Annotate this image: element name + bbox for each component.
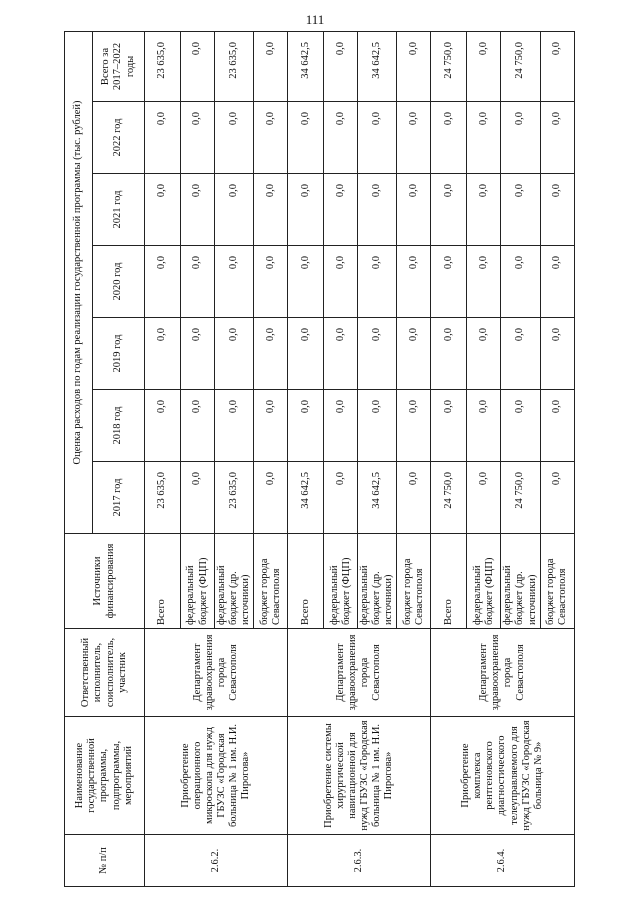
value-cell: 0,0 <box>254 462 288 534</box>
value-cell: 0,0 <box>431 174 467 246</box>
item-responsible: Департамент здравоохранения города Севастополя <box>145 629 288 717</box>
value-total: 0,0 <box>397 31 431 101</box>
item-name: Приобретение системы хирургической навигационной для нужд ГБУЗС «Городская больница № 1 им. Н.И. Пирогова» <box>288 717 431 835</box>
value-cell: 0,0 <box>324 246 358 318</box>
header-num: № п/п <box>65 835 145 887</box>
table-row <box>431 31 467 886</box>
item-number: 2.6.3. <box>288 835 431 887</box>
item-responsible: Департамент здравоохранения города Севастополя <box>431 629 574 717</box>
item-name: Приобретение операционного микроскопа для нужд ГБУЗС «Городская больница № 1 им. Н.И. Пирогова» <box>145 717 288 835</box>
funding-source: федеральный бюджет (др. источники) <box>215 534 254 629</box>
value-cell: 0,0 <box>145 102 181 174</box>
funding-source: федеральный бюджет (ФЦП) <box>324 534 358 629</box>
item-name: Приобретение комплекса рентгеновского диагностического телеуправляемого для нужд ГБУЗС «Городская больница № 9» <box>431 717 574 835</box>
value-cell: 0,0 <box>254 174 288 246</box>
funding-source: федеральный бюджет (др. источники) <box>358 534 397 629</box>
value-cell: 0,0 <box>397 390 431 462</box>
value-cell: 0,0 <box>358 390 397 462</box>
item-number: 2.6.2. <box>145 835 288 887</box>
value-cell: 0,0 <box>501 390 540 462</box>
funding-source: бюджет города Севастополя <box>397 534 431 629</box>
funding-source: федеральный бюджет (ФЦП) <box>467 534 501 629</box>
value-cell: 0,0 <box>181 390 215 462</box>
value-cell: 0,0 <box>324 102 358 174</box>
value-cell: 0,0 <box>288 102 324 174</box>
budget-table <box>64 31 575 887</box>
value-cell: 0,0 <box>288 318 324 390</box>
value-total: 24 750,0 <box>431 31 467 101</box>
value-cell: 0,0 <box>358 174 397 246</box>
header-name: Наименование государственной программы, подпрограммы, мероприятий <box>65 717 145 835</box>
header-year: 2018 год <box>93 390 145 462</box>
funding-source: федеральный бюджет (ФЦП) <box>181 534 215 629</box>
table-row <box>288 31 324 886</box>
value-total: 0,0 <box>181 31 215 101</box>
value-cell: 0,0 <box>324 318 358 390</box>
funding-source: Всего <box>431 534 467 629</box>
value-cell: 0,0 <box>501 246 540 318</box>
value-cell: 0,0 <box>358 318 397 390</box>
value-cell: 0,0 <box>145 246 181 318</box>
value-cell: 0,0 <box>145 174 181 246</box>
value-cell: 0,0 <box>540 246 574 318</box>
value-cell: 0,0 <box>181 174 215 246</box>
value-total: 0,0 <box>467 31 501 101</box>
value-cell: 0,0 <box>288 174 324 246</box>
header-year: 2019 год <box>93 318 145 390</box>
value-cell: 0,0 <box>467 102 501 174</box>
value-cell: 0,0 <box>397 246 431 318</box>
value-cell: 0,0 <box>397 174 431 246</box>
value-cell: 23 635,0 <box>145 462 181 534</box>
value-cell: 0,0 <box>467 246 501 318</box>
value-cell: 0,0 <box>540 318 574 390</box>
value-cell: 0,0 <box>254 390 288 462</box>
value-cell: 0,0 <box>467 318 501 390</box>
header-year: 2020 год <box>93 246 145 318</box>
value-total: 34 642,5 <box>288 31 324 101</box>
value-cell: 0,0 <box>540 390 574 462</box>
value-cell: 0,0 <box>215 102 254 174</box>
page-number: 111 <box>305 12 325 27</box>
value-cell: 0,0 <box>358 246 397 318</box>
value-cell: 0,0 <box>467 174 501 246</box>
value-cell: 0,0 <box>324 390 358 462</box>
value-total: 23 635,0 <box>215 31 254 101</box>
value-cell: 0,0 <box>254 102 288 174</box>
value-cell: 0,0 <box>145 390 181 462</box>
value-cell: 0,0 <box>467 390 501 462</box>
value-cell: 0,0 <box>540 462 574 534</box>
header-sources: Источники финансирования <box>65 534 145 629</box>
value-cell: 24 750,0 <box>431 462 467 534</box>
header-year: 2022 год <box>93 102 145 174</box>
header-estimate: Оценка расходов по годам реализации государственной программы (тыс. рублей) <box>65 31 93 533</box>
value-cell: 24 750,0 <box>501 462 540 534</box>
funding-source: бюджет города Севастополя <box>540 534 574 629</box>
value-cell: 0,0 <box>324 462 358 534</box>
value-cell: 0,0 <box>324 174 358 246</box>
value-cell: 23 635,0 <box>215 462 254 534</box>
value-cell: 0,0 <box>501 318 540 390</box>
funding-source: Всего <box>288 534 324 629</box>
funding-source: федеральный бюджет (др. источники) <box>501 534 540 629</box>
value-cell: 0,0 <box>254 246 288 318</box>
value-cell: 0,0 <box>181 246 215 318</box>
funding-source: бюджет города Севастополя <box>254 534 288 629</box>
value-cell: 34 642,5 <box>288 462 324 534</box>
value-cell: 0,0 <box>397 462 431 534</box>
item-number: 2.6.4. <box>431 835 574 887</box>
value-cell: 0,0 <box>181 318 215 390</box>
value-cell: 0,0 <box>215 318 254 390</box>
item-responsible: Департамент здравоохранения города Севастополя <box>288 629 431 717</box>
value-cell: 0,0 <box>181 102 215 174</box>
value-cell: 0,0 <box>215 246 254 318</box>
table-row <box>145 31 181 886</box>
value-cell: 0,0 <box>397 102 431 174</box>
value-cell: 0,0 <box>254 318 288 390</box>
header-year: 2021 год <box>93 174 145 246</box>
funding-source: Всего <box>145 534 181 629</box>
header-year-total: Всего за 2017–2022 годы <box>93 31 145 101</box>
value-total: 23 635,0 <box>145 31 181 101</box>
value-cell: 34 642,5 <box>358 462 397 534</box>
value-total: 34 642,5 <box>358 31 397 101</box>
header-responsible: Ответственный исполнитель, соисполнитель, участник <box>65 629 145 717</box>
value-cell: 0,0 <box>431 102 467 174</box>
value-total: 0,0 <box>254 31 288 101</box>
value-cell: 0,0 <box>501 174 540 246</box>
value-total: 0,0 <box>324 31 358 101</box>
value-total: 0,0 <box>540 31 574 101</box>
value-cell: 0,0 <box>288 390 324 462</box>
value-cell: 0,0 <box>215 174 254 246</box>
value-cell: 0,0 <box>540 102 574 174</box>
value-cell: 0,0 <box>431 390 467 462</box>
value-cell: 0,0 <box>181 462 215 534</box>
value-cell: 0,0 <box>358 102 397 174</box>
value-cell: 0,0 <box>540 174 574 246</box>
value-cell: 0,0 <box>431 318 467 390</box>
value-cell: 0,0 <box>501 102 540 174</box>
value-total: 24 750,0 <box>501 31 540 101</box>
value-cell: 0,0 <box>467 462 501 534</box>
value-cell: 0,0 <box>215 390 254 462</box>
value-cell: 0,0 <box>431 246 467 318</box>
value-cell: 0,0 <box>145 318 181 390</box>
rotated-table-container <box>64 32 569 887</box>
header-year: 2017 год <box>93 462 145 534</box>
value-cell: 0,0 <box>288 246 324 318</box>
value-cell: 0,0 <box>397 318 431 390</box>
